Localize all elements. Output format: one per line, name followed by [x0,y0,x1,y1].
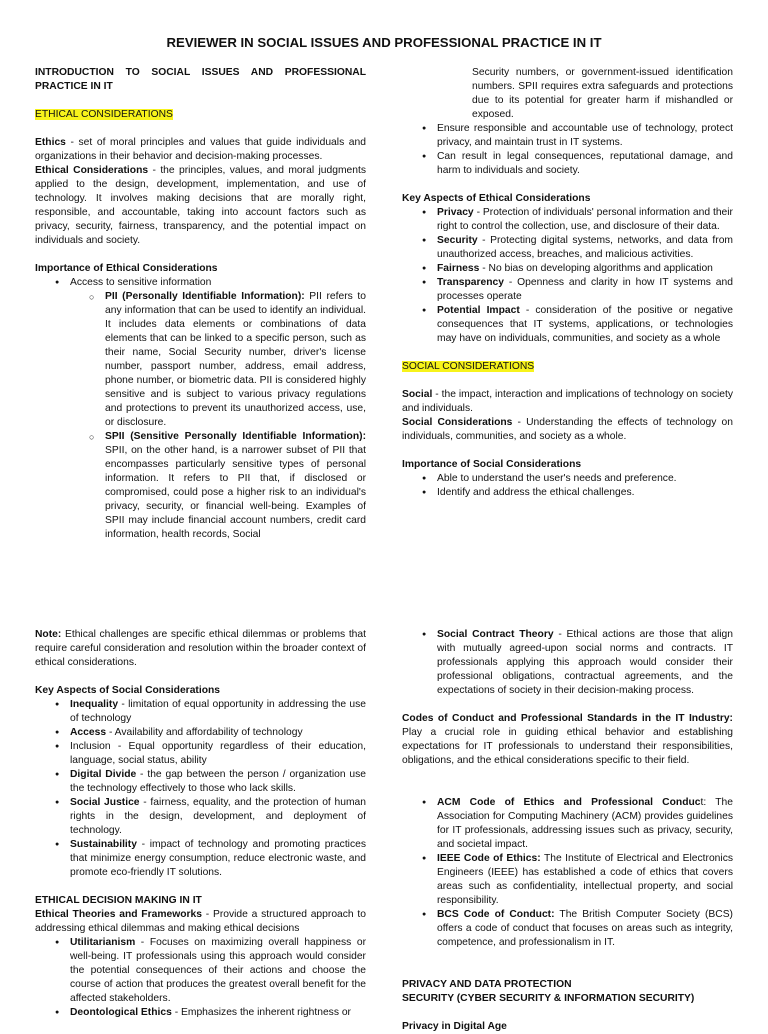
list-item: ● Identify and address the ethical challenges. [402,486,733,500]
list-item-potential-impact: ● Potential Impact - consideration of the positive or negative consequences that IT systems, applications, or technologies may have on individuals, communities, and society as a whole [402,304,733,346]
security-heading: SECURITY (CYBER SECURITY & INFORMATION SECURITY) [402,993,695,1004]
list-item-security: ● Security - Protecting digital systems, networks, and data from unauthorized access, breaches, and malicious activities. [402,234,733,262]
ethical-considerations-heading: ETHICAL CONSIDERATIONS [35,109,173,120]
key-aspects-ethical-heading: Key Aspects of Ethical Considerations [402,193,591,204]
list-item-transparency: ● Transparency - Openness and clarity in how IT systems and processes operate [402,276,733,304]
bottom-left-column [35,628,366,1020]
social-considerations-heading: SOCIAL CONSIDERATIONS [402,361,535,372]
privacy-data-protection-heading: PRIVACY AND DATA PROTECTION [402,979,572,990]
bottom-right-column [402,628,733,1034]
spii-continuation: Security numbers, or government-issued identification numbers. SPII requires extra safeguards and protections due to its potential for greater harm if mishandled or exposed. [472,67,733,120]
list-item-privacy: ● Privacy - Protection of individuals' personal information and their right to control the collection, use, and disclosure of their data. [402,206,733,234]
list-item-social-contract: ● Social Contract Theory - Ethical actions are those that align with mutually agreed-upon social norms and contracts. IT professionals applying this approach would consider their professional obligations, contractual agreements, and the expectations of society in their decision-making process. [402,628,733,698]
list-item-deontological: ● Deontological Ethics - Emphasizes the inherent rightness or [35,1006,366,1020]
list-item-bcs: ● BCS Code of Conduct: The British Computer Society (BCS) offers a code of conduct that focuses on areas such as integrity, competence, and professionalism in IT. [402,908,733,950]
list-item-sustainability: ● Sustainability - impact of technology and promoting practices that minimize energy consumption, reduce electronic waste, and promote eco-friendly IT solutions. [35,838,366,880]
list-item-acm: ● ACM Code of Ethics and Professional Conduct: The Association for Computing Machinery (ACM) provides guidelines for IT professionals, addressing issues such as privacy, security, and societal impact. [402,796,733,852]
list-item: ● Can result in legal consequences, reputational damage, and harm to individuals and society. [402,150,733,178]
list-item-pii: ○ PII (Personally Identifiable Information): PII refers to any information that can be used to identify an individual. It includes data elements or combinations of data elements that can be linked to a specific person, such as their name, Social Security number, driver's license number, passport number, address, email address, phone number, or biometric data. PII is considered highly sensitive and is subject to various privacy regulations and protections to prevent its unauthorized access, use, or disclosure. [70,290,366,430]
ethics-definition: Ethics - set of moral principles and values that guide individuals and organizations in their behavior and decision-making processes. [35,137,366,162]
importance-heading: Importance of Ethical Considerations [35,263,218,274]
list-item-inequality: ● Inequality - limitation of equal opportunity in addressing the use of technology [35,698,366,726]
intro-heading: INTRODUCTION TO SOCIAL ISSUES AND PROFESSIONAL PRACTICE IN IT [35,67,366,92]
importance-social-heading: Importance of Social Considerations [402,459,582,470]
privacy-digital-age-heading: Privacy in Digital Age [402,1021,507,1032]
document-title: REVIEWER IN SOCIAL ISSUES AND PROFESSIONAL PRACTICE IN IT [166,35,602,50]
social-considerations-definition: Social Considerations - Understanding the effects of technology on individuals, communities, and society as a whole. [402,417,733,442]
ethical-considerations-definition: Ethical Considerations - the principles, values, and moral judgments applied to the design, development, implementation, and use of technology. It involves making decisions that are morally right, responsible, and accountable, taking into account factors such as privacy, security, fairness, transparency, and the potential impact on individuals and society. [35,165,366,246]
ethical-decision-heading: ETHICAL DECISION MAKING IN IT [35,895,202,906]
list-item: ● Ensure responsible and accountable use of technology, protect privacy, and maintain trust in IT systems. [402,122,733,150]
top-left-column [35,66,366,542]
list-item: ● Able to understand the user's needs and preference. [402,472,733,486]
codes-of-conduct-paragraph: Codes of Conduct and Professional Standards in the IT Industry: Play a crucial role in guiding ethical behavior and establishing expectations for IT professionals to understand their responsibilities, obligations, and the ethical considerations specific to their field. [402,713,733,766]
list-item-fairness: ● Fairness - No bias on developing algorithms and application [402,262,733,276]
list-item-access: ● Access - Availability and affordability of technology [35,726,366,740]
list-item-ieee: ● IEEE Code of Ethics: The Institute of Electrical and Electronics Engineers (IEEE) has established a code of ethics that covers areas such as confidentiality, intellectual property, and social responsibility. [402,852,733,908]
list-item-digital-divide: ● Digital Divide - the gap between the person / organization use the technology effectively to those who lack skills. [35,768,366,796]
list-item-social-justice: ● Social Justice - fairness, equality, and the protection of human rights in the design, development, and deployment of technology. [35,796,366,838]
frameworks-definition: Ethical Theories and Frameworks - Provide a structured approach to addressing ethical dilemmas and making ethical decisions [35,909,367,934]
list-item-utilitarianism: ● Utilitarianism - Focuses on maximizing overall happiness or well-being. IT professionals using this approach would consider the potential consequences of their actions and choose the course of action that produces the greatest overall benefit for the affected stakeholders. [35,936,366,1006]
top-right-column [402,66,733,500]
list-item-spii: ○ SPII (Sensitive Personally Identifiable Information): SPII, on the other hand, is a narrower subset of PII that encompasses particularly sensitive types of personal information. It refers to PII that, if disclosed or compromised, could pose a higher risk to an individual's privacy, security, or financial well-being. Examples of SPII may include financial account numbers, credit card information, health records, Social [70,430,366,542]
note-paragraph: Note: Ethical challenges are specific ethical dilemmas or problems that require careful consideration and resolution within the broader context of ethical considerations. [35,629,366,668]
list-item: ● Access to sensitive information ○ PII (Personally Identifiable Information): PII refers to any information that can be used to identify an individual. It includes data elements or combinations of data elements that can be linked to a specific person, such as their name, Social Security number, driver's license number, passport number, address, email address, phone number, or biometric data. PII is considered highly sensitive and is subject to various privacy regulations and protections to prevent its unauthorized access, use, or disclosure. ○ SPII (Sensitive Personally Identifiable Information): SPII, on the other hand, is a narrower subset of PII that encompasses particularly sensitive types of personal information. It refers to PII that, if disclosed or compromised, could pose a higher risk to an individual's privacy, security, or financial well-being. Examples of SPII may include financial account numbers, credit card information, health records, Social [35,276,366,542]
list-item-inclusion: ● Inclusion - Equal opportunity regardless of their education, language, social status, ability [35,740,366,768]
key-aspects-social-heading: Key Aspects of Social Considerations [35,685,221,696]
social-definition: Social - the impact, interaction and implications of technology on society and individuals. [402,389,733,414]
